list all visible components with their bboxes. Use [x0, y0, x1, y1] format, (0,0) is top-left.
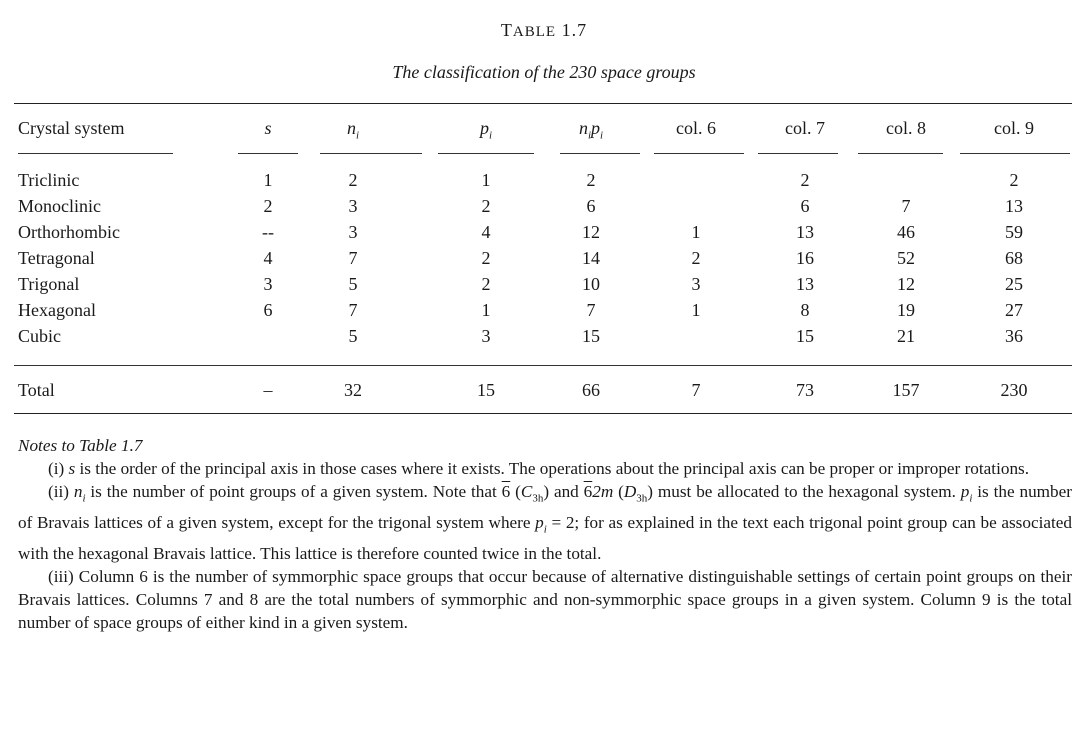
cell-p: 2 — [481, 248, 491, 268]
table-notes — [18, 434, 1072, 635]
header-underline — [960, 153, 1070, 154]
cell-col8: 157 — [892, 380, 920, 400]
cell-s: 6 — [263, 300, 273, 320]
cell-col6: 3 — [691, 274, 701, 294]
header-underline — [654, 153, 744, 154]
cell-col6: 1 — [691, 222, 701, 242]
cell-col9: 13 — [1005, 196, 1023, 216]
header-p-i: $p_i$ — [479, 118, 493, 142]
cell-col9: 27 — [1005, 300, 1023, 320]
cell-system: Total — [18, 380, 55, 400]
header-s: s — [264, 118, 272, 138]
cell-p: 3 — [481, 326, 491, 346]
cell-s: 3 — [263, 274, 273, 294]
cell-col8: 7 — [901, 196, 911, 216]
cell-n: 5 — [348, 274, 358, 294]
cell-s: 2 — [263, 196, 273, 216]
cell-col6: 2 — [691, 248, 701, 268]
header-n-i: $n_i$ — [346, 118, 360, 142]
cell-s: – — [263, 380, 273, 400]
cell-np: 7 — [586, 300, 596, 320]
cell-p: 1 — [481, 170, 491, 190]
table-bottom-rule — [14, 413, 1072, 414]
cell-system: Trigonal — [18, 274, 80, 294]
notes-title: Notes to Table 1.7 — [18, 436, 143, 455]
cell-p: 1 — [481, 300, 491, 320]
note-2: (ii) $n_i$ is the number of point groups of a given system. Note that 6 $(C_{3h})$ and 62m $(D_{3h})$ must be allocated to the hexagonal system. $p_i$ is the number of Bravais lattices of a given system, except for the trigonal system where $p_i = 2$; for as explained in the text each trigonal point group can be associated with the hexagonal Bravais lattice. This lattice is therefore counted twice in the total. — [18, 482, 1072, 563]
cell-col7: 73 — [796, 380, 814, 400]
cell-np: 15 — [582, 326, 600, 346]
cell-system: Cubic — [18, 326, 61, 346]
cell-n: 7 — [348, 248, 358, 268]
header-crystal-system: Crystal system — [18, 118, 125, 138]
cell-s: 4 — [263, 248, 273, 268]
header-col9: col. 9 — [994, 118, 1034, 138]
cell-np: 6 — [586, 196, 596, 216]
cell-col8: 19 — [897, 300, 915, 320]
cell-col8: 21 — [897, 326, 915, 346]
cell-col9: 68 — [1005, 248, 1023, 268]
cell-col7: 8 — [800, 300, 810, 320]
table-top-rule — [14, 103, 1072, 104]
cell-col7: 2 — [800, 170, 810, 190]
header-underline — [560, 153, 640, 154]
cell-np: 12 — [582, 222, 600, 242]
cell-system: Triclinic — [18, 170, 80, 190]
table-label-initial: T — [500, 20, 513, 40]
header-underline — [758, 153, 838, 154]
header-col6: col. 6 — [676, 118, 716, 138]
cell-s: -- — [262, 222, 274, 242]
cell-col6: 7 — [691, 380, 701, 400]
table-label — [0, 20, 1088, 41]
cell-np: 66 — [582, 380, 600, 400]
note-1: (i) s is the order of the principal axis in those cases where it exists. The operations about the principal axis can be proper or improper rotations. — [48, 459, 1030, 479]
cell-p: 2 — [481, 274, 491, 294]
table-label-number: 1.7 — [561, 20, 588, 40]
header-col7: col. 7 — [785, 118, 825, 138]
cell-p: 4 — [481, 222, 491, 242]
cell-n: 3 — [348, 222, 358, 242]
header-col8: col. 8 — [886, 118, 926, 138]
cell-col6: 1 — [691, 300, 701, 320]
cell-system: Orthorhombic — [18, 222, 120, 242]
cell-p: 15 — [477, 380, 495, 400]
header-underline — [858, 153, 943, 154]
cell-s: 1 — [263, 170, 273, 190]
cell-col9: 230 — [1000, 380, 1028, 400]
cell-col7: 15 — [796, 326, 814, 346]
cell-col9: 59 — [1005, 222, 1023, 242]
cell-col9: 2 — [1009, 170, 1019, 190]
cell-col8: 52 — [897, 248, 915, 268]
header-underline — [18, 153, 173, 154]
cell-system: Hexagonal — [18, 300, 96, 320]
header-underline — [320, 153, 422, 154]
note-3: (iii) Column 6 is the number of symmorphic space groups that occur because of alternative distinguishable settings of certain point groups on their Bravais lattices. Columns 7 and 8 are the total numbers of symmorphic and non-symmorphic space groups in a given system. Column 9 is the total number of space groups of either kind in a given system. — [18, 566, 1072, 633]
cell-col8: 12 — [897, 274, 915, 294]
cell-system: Monoclinic — [18, 196, 101, 216]
cell-n: 32 — [344, 380, 362, 400]
cell-n: 3 — [348, 196, 358, 216]
cell-system: Tetragonal — [18, 248, 95, 268]
cell-col9: 25 — [1005, 274, 1023, 294]
table-caption: The classification of the 230 space groups — [392, 62, 696, 82]
table-label-smallcaps: ABLE — [512, 24, 557, 40]
cell-p: 2 — [481, 196, 491, 216]
cell-n: 7 — [348, 300, 358, 320]
cell-np: 10 — [582, 274, 600, 294]
cell-col7: 13 — [796, 274, 814, 294]
cell-np: 2 — [586, 170, 596, 190]
cell-col9: 36 — [1005, 326, 1023, 346]
header-underline — [438, 153, 534, 154]
cell-n: 2 — [348, 170, 358, 190]
table-total-separator — [14, 365, 1072, 366]
header-underline — [238, 153, 298, 154]
header-n-i-p-i: $n_ip_i$ — [578, 118, 604, 142]
cell-col7: 6 — [800, 196, 810, 216]
cell-col7: 16 — [796, 248, 814, 268]
cell-col7: 13 — [796, 222, 814, 242]
cell-n: 5 — [348, 326, 358, 346]
cell-np: 14 — [582, 248, 600, 268]
cell-col8: 46 — [897, 222, 915, 242]
